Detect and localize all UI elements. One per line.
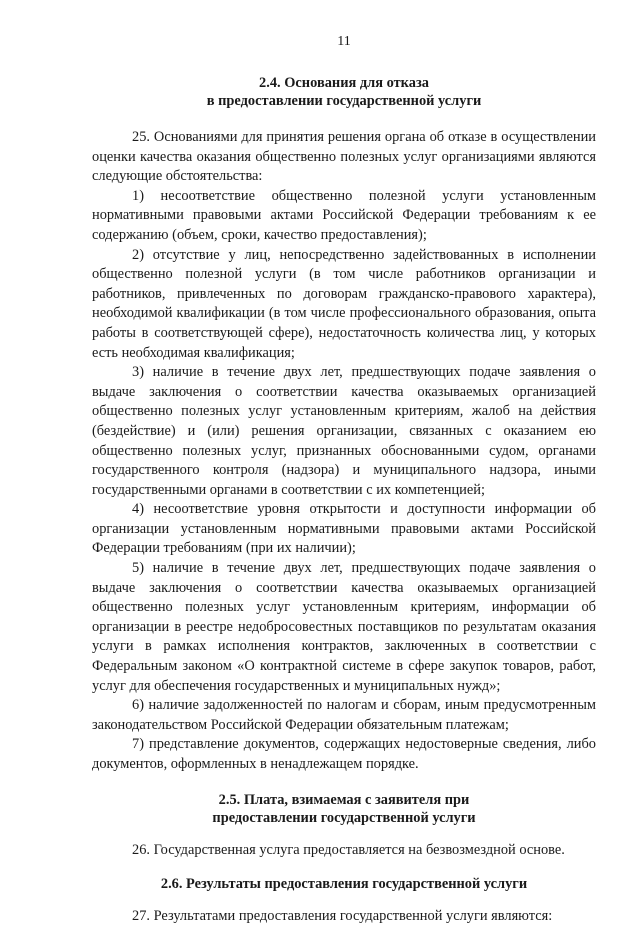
section-2-6-title: 2.6. Результаты предоставления государственной услуги (160, 876, 528, 893)
paragraph-25-item-7: 7) представление документов, содержащих недостоверные сведения, либо документов, оформленных в ненадлежащем порядке. (92, 736, 596, 772)
paragraph-27: 27. Результатами предоставления государственной услуги являются: (132, 908, 553, 925)
paragraph-25-item-4: 4) несоответствие уровня открытости и доступности информации об организации установленным нормативными правовыми актами Российской Федерации требованиям (при их наличии); (92, 501, 596, 557)
section-2-5-title-line-2: предоставлении государственной услуги (212, 809, 476, 826)
paragraph-25-item-5: 5) наличие в течение двух лет, предшествующих подаче заявления о выдаче заключения о соответствии качества оказываемых организацией общественно полезных услуг установленным критериям, информации об организации в реестре недобросовестных поставщиков по результатам оказания услуги в рамках исполнения контрактов, заключенных в соответствии с Федеральным законом «О контрактной системе в сфере закупок товаров, работ, услуг для обеспечения государственных и муниципальных нужд»; (92, 560, 596, 694)
paragraph-25-item-3: 3) наличие в течение двух лет, предшествующих подаче заявления о выдаче заключения о соответствии качества оказываемых организацией общественно полезных услуг установленным критериям, жалоб на действия (бездействие) и (или) решения организации, связанных с оказанием ею общественно полезных услуг, признанных обоснованными судом, органами государственного контроля (надзора) и муниципального надзора, иными государственными органами в соответствии с их компетенцией; (92, 364, 596, 498)
section-2-5-title-line-1: 2.5. Плата, взимаемая с заявителя при (218, 791, 470, 808)
section-2-4-title-line-1: 2.4. Основания для отказа (259, 75, 429, 91)
paragraph-25-intro: 25. Основаниями для принятия решения органа об отказе в осуществлении оценки качества оказания общественно полезных услуг организациями являются следующие обстоятельства: (92, 129, 596, 185)
paragraph-25-item-2: 2) отсутствие у лиц, непосредственно задействованных в исполнении общественно полезной услуги (в том числе работников организации и работников, привлеченных по договорам гражданско-правового характера), необходимой квалификации (в том числе профессионального образования, опыта работы в соответствующей сфере), недостаточность количества лиц, у которых есть необходимая квалификация; (92, 246, 596, 361)
paragraph-25-item-6: 6) наличие задолженностей по налогам и сборам, иным предусмотренным законодательством Российской Федерации обязательным платежам; (92, 697, 596, 733)
page-number: 11 (337, 34, 351, 49)
paragraph-26: 26. Государственная услуга предоставляется на безвозмездной основе. (132, 841, 565, 858)
section-2-4-title-line-2: в предоставлении государственной услуги (206, 93, 482, 109)
paragraph-25-item-1: 1) несоответствие общественно полезной услуги установленным нормативными правовыми актами Российской Федерации требованиям к ее содержанию (объем, сроки, качество предоставления); (92, 187, 596, 243)
